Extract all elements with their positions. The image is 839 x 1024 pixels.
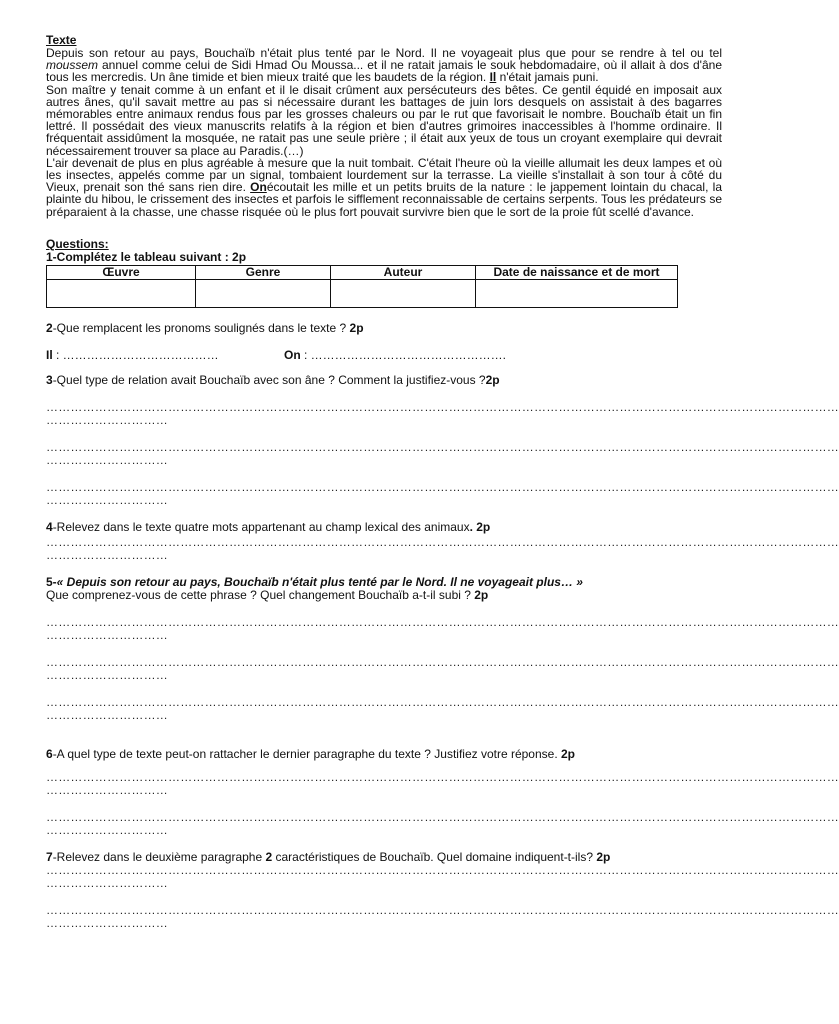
table-row <box>47 279 678 307</box>
q5-answer-2[interactable] <box>46 654 839 682</box>
q4-points: . 2p <box>469 519 491 534</box>
dotted-line: ………………………… <box>46 667 168 682</box>
q2-number: 2 <box>46 320 53 335</box>
cell-genre[interactable] <box>196 279 331 307</box>
q2-answer-row <box>46 349 722 362</box>
q7-number: 7 <box>46 849 53 864</box>
q5-text: Que comprenez-vous de cette phrase ? Quel changement Bouchaïb a-t-il subi ? <box>46 587 475 602</box>
q3-text: -Quel type de relation avait Bouchaïb avec son âne ? Comment la justifiez-vous ? <box>52 372 486 387</box>
q3-points: 2p <box>485 372 500 387</box>
paragraph-1-part-b: annuel comme celui de Sidi Hmad Ou Moussa... et il ne ratait jamais le souk hebdomadaire, où il allait à dos d'âne tous les mercredis. Un âne timide et bien mieux traité que les baudets de la région. <box>46 58 722 85</box>
questions-label: Questions: <box>46 236 109 251</box>
question-7 <box>46 851 722 864</box>
cell-oeuvre[interactable] <box>47 279 196 307</box>
header-genre: Genre <box>196 265 331 279</box>
question-4 <box>46 521 722 534</box>
q5-points: 2p <box>474 587 489 602</box>
q7-answer-2[interactable] <box>46 902 839 930</box>
paragraph-1 <box>46 47 722 84</box>
q3-answer-3[interactable] <box>46 479 839 507</box>
q7-count: 2 <box>265 849 273 864</box>
dotted-line: …………………………………………………………………………………………………………………………………………………………………………… <box>46 809 839 824</box>
q7-text-a: -Relevez dans le deuxième paragraphe <box>52 849 266 864</box>
q2-on-dots: : …………………………………………. <box>300 347 507 362</box>
worksheet <box>46 33 839 930</box>
answer-table <box>46 265 678 308</box>
text-title: Texte <box>46 33 77 47</box>
dotted-line: ………………………… <box>46 822 168 837</box>
paragraph-3-part-a: L'air devenait de plus en plus agréable à mesure que la nuit tombait. C'était l'heure où la vieille allumait les deux lampes et où les insectes, appelés comme par un signal, tombaient lourdement sur la terrasse. La vieille s'installait à son tour à côté du Vieux, prenait son thé sans rien dire. <box>46 155 722 195</box>
q5-number: 5- <box>46 574 57 589</box>
dotted-line: ………………………… <box>46 452 168 467</box>
q6-text: -A quel type de texte peut-on rattacher le dernier paragraphe du texte ? Justifiez votre réponse. <box>52 746 561 761</box>
dotted-line: …………………………………………………………………………………………………………………………………………………………………………… <box>46 902 839 917</box>
dotted-line: ………………………… <box>46 915 168 930</box>
q5-quote: « Depuis son retour au pays, Bouchaïb n'était plus tenté par le Nord. Il ne voyageait plus… » <box>56 574 583 589</box>
q6-number: 6 <box>46 746 53 761</box>
q7-points: 2p <box>596 849 611 864</box>
q3-number: 3 <box>46 372 53 387</box>
q5-answer-1[interactable] <box>46 614 839 642</box>
q2-il-answer[interactable] <box>46 349 284 362</box>
header-oeuvre: Œuvre <box>47 265 196 279</box>
q4-answer[interactable] <box>46 534 839 562</box>
pronoun-il: Il <box>489 70 497 85</box>
q6-answer-1[interactable] <box>46 769 839 797</box>
dotted-line: …………………………………………………………………………………………………………………………………………………………………………… <box>46 769 839 784</box>
q4-number: 4 <box>46 519 53 534</box>
paragraph-1-part-a: Depuis son retour au pays, Bouchaïb n'était plus tenté par le Nord. Il ne voyageait plus que pour se rendre à tel ou tel <box>46 46 722 60</box>
question-3 <box>46 374 722 387</box>
q2-il-label: Il <box>46 347 53 362</box>
table-header-row <box>47 265 678 279</box>
questions-heading <box>46 238 722 251</box>
question-1: 1-Complétez le tableau suivant : 2p <box>46 249 247 264</box>
moussem-word: moussem <box>46 58 99 73</box>
q7-answer-1[interactable] <box>46 862 839 890</box>
q5-answer-3[interactable] <box>46 694 839 722</box>
question-6 <box>46 748 722 761</box>
q2-il-dots: : ………………………………… <box>52 347 219 362</box>
q6-answer-2[interactable] <box>46 809 839 837</box>
dotted-line: ………………………… <box>46 547 168 562</box>
q2-on-label: On <box>284 347 301 362</box>
paragraph-3 <box>46 157 722 218</box>
header-dates: Date de naissance et de mort <box>476 265 678 279</box>
dotted-line: ………………………… <box>46 782 168 797</box>
cell-dates[interactable] <box>476 279 678 307</box>
paragraph-1-part-c: n'était jamais puni. <box>496 70 599 85</box>
dotted-line: …………………………………………………………………………………………………………………………………………………………………………… <box>46 654 839 669</box>
paragraph-3-part-b: écoutait les mille et un petits bruits de la nature : le jappement lointain du chacal, la plainte du hibou, le crissement des insectes et parfois le sifflement reconnaissable de certains serpents. Tous les prédateurs se préparaient à la chasse, une chasse risquée où le plus fort pouvait survivre bien que le sort de la proie fût scellé d'avance. <box>46 180 722 219</box>
q3-answer-1[interactable] <box>46 399 839 427</box>
cell-auteur[interactable] <box>331 279 476 307</box>
dotted-line: …………………………………………………………………………………………………………………………………………………………………………… <box>46 439 839 454</box>
q6-points: 2p <box>561 746 576 761</box>
header-auteur: Auteur <box>331 265 476 279</box>
dotted-line: ………………………… <box>46 627 168 642</box>
dotted-line: …………………………………………………………………………………………………………………………………………………………………………… <box>46 694 839 709</box>
dotted-line: …………………………………………………………………………………………………………………………………………………………………………… <box>46 862 839 877</box>
question-5-text <box>46 589 722 602</box>
q2-on-answer[interactable] <box>284 349 506 362</box>
dotted-line: ………………………… <box>46 875 168 890</box>
paragraph-2: Son maître y tenait comme à un enfant et il le disait crûment aux persécuteurs des bêtes. Ce gentil équidé en imposait aux autres ânes, qu'il savait mettre au pas si nécessaire durant les battages de juin lors desquels on assistait à des bagarres mémorables entre animaux rendus fous par les grosses chaleurs ou par le rut que favorisait le nombre. Bouchaïb était un fin lettré. Il possédait des vieux manuscrits relatifs à la région et bien d'autres grimoires inaccessibles à l'homme ordinaire. Il fréquentait assidûment la mosquée, ne ratait pas une seule prière ; il était aux yeux de tous un croyant exemplaire qui devrait nécessairement trouver sa place au Paradis.(…) <box>46 82 722 158</box>
q7-text-b: caractéristiques de Bouchaïb. Quel domaine indiquent-t-ils? <box>272 849 597 864</box>
dotted-line: …………………………………………………………………………………………………………………………………………………………………………… <box>46 614 839 629</box>
dotted-line: ………………………… <box>46 707 168 722</box>
pronoun-on: On <box>250 180 267 195</box>
question-2 <box>46 322 722 335</box>
q4-text: -Relevez dans le texte quatre mots appartenant au champ lexical des animaux <box>52 519 470 534</box>
q2-points: 2p <box>349 320 364 335</box>
dotted-line: …………………………………………………………………………………………………………………………………………………………………………… <box>46 534 839 549</box>
dotted-line: ………………………… <box>46 492 168 507</box>
q2-text: -Que remplacent les pronoms soulignés dans le texte ? <box>52 320 350 335</box>
dotted-line: ………………………… <box>46 412 168 427</box>
q3-answer-2[interactable] <box>46 439 839 467</box>
dotted-line: …………………………………………………………………………………………………………………………………………………………………………… <box>46 479 839 494</box>
dotted-line: …………………………………………………………………………………………………………………………………………………………………………… <box>46 399 839 414</box>
